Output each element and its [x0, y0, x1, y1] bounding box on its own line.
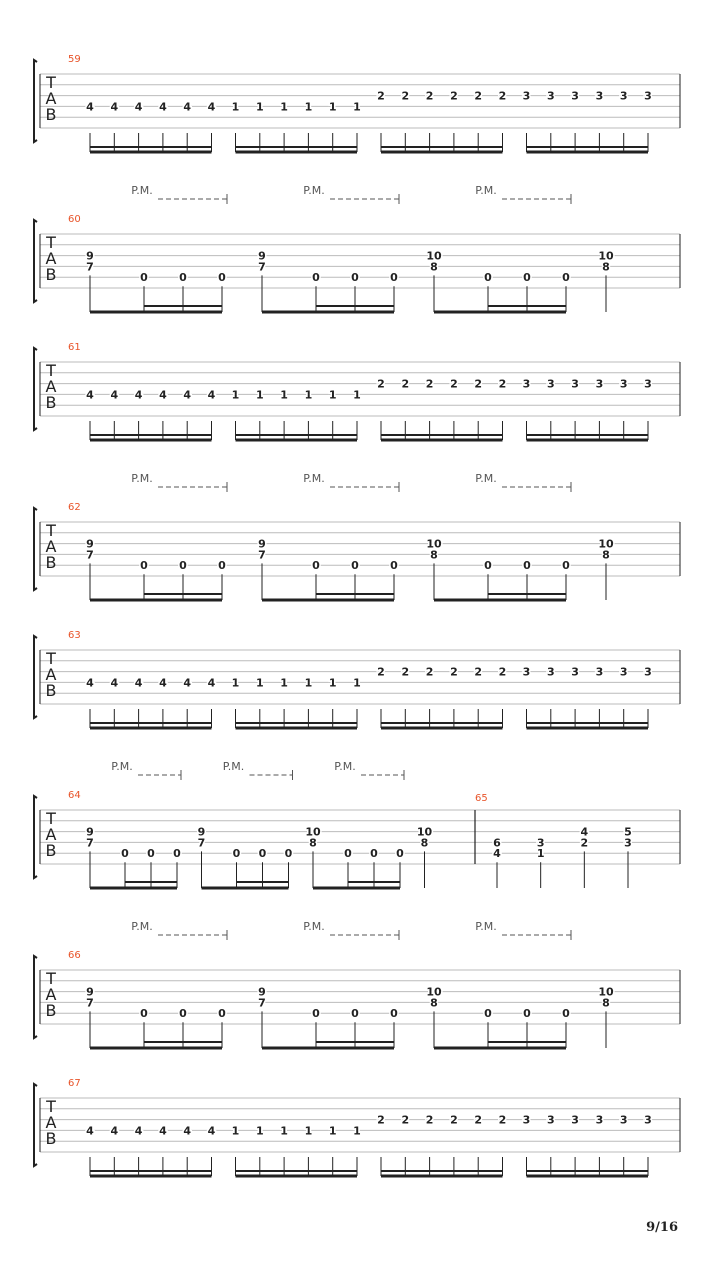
measure-number: 64 — [68, 790, 81, 801]
fret-number: 0 — [218, 1007, 226, 1021]
fret-number: 2 — [498, 377, 507, 391]
fret-number: 0 — [312, 559, 320, 573]
tab-clef-letter: A — [45, 537, 57, 556]
fret-number: 3 — [595, 89, 604, 103]
fret-number: 3 — [619, 377, 628, 391]
fret-number: 9 — [258, 537, 266, 551]
fret-number: 2 — [450, 89, 458, 103]
fret-number: 4 — [110, 1124, 119, 1138]
fret-number: 4 — [159, 100, 167, 114]
fret-number: 8 — [420, 836, 429, 850]
fret-number: 2 — [401, 665, 410, 679]
fret-number: 0 — [121, 847, 129, 861]
fret-number: 8 — [602, 260, 610, 274]
fret-number: 0 — [218, 271, 226, 285]
tab-system — [34, 472, 680, 600]
tab-clef-letter: A — [45, 665, 57, 684]
tab-clef-letter: A — [45, 89, 57, 108]
system-bracket — [34, 60, 37, 142]
fret-number: 1 — [280, 1124, 288, 1138]
fret-number: 0 — [173, 847, 181, 861]
fret-number: 2 — [498, 665, 507, 679]
fret-number: 4 — [134, 676, 143, 690]
tab-clef-letter: A — [45, 377, 57, 396]
tab-system — [34, 342, 680, 440]
fret-number: 4 — [183, 676, 192, 690]
system-bracket — [34, 956, 37, 1038]
system-bracket — [34, 636, 37, 718]
fret-number: 7 — [258, 548, 266, 562]
fret-number: 4 — [183, 388, 192, 402]
fret-number: 1 — [255, 388, 264, 402]
fret-number: 2 — [401, 1113, 410, 1127]
fret-number: 9 — [258, 249, 266, 263]
fret-number: 10 — [426, 249, 442, 263]
fret-number: 10 — [305, 825, 321, 839]
measure-number: 60 — [68, 214, 81, 225]
tab-system — [34, 54, 680, 152]
fret-number: 3 — [522, 1113, 531, 1127]
fret-number: 1 — [280, 388, 288, 402]
fret-number: 0 — [562, 271, 570, 285]
fret-number: 4 — [580, 825, 589, 839]
fret-number: 0 — [523, 271, 531, 285]
fret-number: 3 — [536, 836, 545, 850]
fret-number: 4 — [86, 1124, 94, 1138]
palm-mute-label: P.M. — [475, 920, 497, 933]
measure-number: 63 — [68, 630, 81, 641]
fret-number: 0 — [390, 559, 398, 573]
fret-number: 4 — [183, 1124, 192, 1138]
fret-number: 0 — [562, 1007, 570, 1021]
fret-number: 1 — [353, 1124, 361, 1138]
fret-number: 4 — [207, 388, 216, 402]
fret-number: 1 — [304, 100, 313, 114]
fret-number: 3 — [522, 665, 531, 679]
fret-number: 2 — [425, 377, 434, 391]
fret-number: 4 — [86, 100, 94, 114]
palm-mute-label: P.M. — [303, 920, 325, 933]
palm-mute-label: P.M. — [131, 184, 153, 197]
palm-mute-label: P.M. — [475, 472, 497, 485]
palm-mute-label: P.M. — [222, 760, 245, 773]
fret-number: 0 — [232, 847, 241, 861]
tab-clef-letter: A — [45, 1113, 57, 1132]
fret-number: 1 — [536, 847, 545, 861]
fret-number: 7 — [86, 548, 94, 562]
tab-clef-letter: B — [45, 841, 57, 860]
fret-number: 4 — [159, 676, 167, 690]
fret-number: 9 — [86, 985, 94, 999]
measure-number: 66 — [68, 950, 81, 961]
fret-number: 4 — [110, 100, 119, 114]
system-bracket — [34, 1084, 37, 1166]
fret-number: 9 — [86, 249, 94, 263]
fret-number: 0 — [351, 559, 359, 573]
measure-number: 59 — [68, 54, 81, 65]
fret-number: 0 — [147, 847, 155, 861]
fret-number: 0 — [312, 1007, 320, 1021]
fret-number: 4 — [207, 100, 216, 114]
fret-number: 4 — [110, 676, 119, 690]
system-bracket — [34, 220, 37, 302]
fret-number: 3 — [644, 89, 652, 103]
fret-number: 0 — [179, 1007, 187, 1021]
fret-number: 10 — [426, 985, 442, 999]
fret-number: 0 — [370, 847, 378, 861]
tab-clef-letter: A — [45, 825, 57, 844]
tab-clef-letter: B — [45, 1129, 57, 1148]
fret-number: 0 — [218, 559, 226, 573]
fret-number: 3 — [595, 377, 604, 391]
fret-number: 0 — [140, 271, 148, 285]
fret-number: 9 — [258, 985, 266, 999]
fret-number: 0 — [351, 271, 359, 285]
fret-number: 1 — [280, 676, 288, 690]
fret-number: 4 — [159, 388, 167, 402]
tab-clef-letter: B — [45, 681, 57, 700]
tab-clef-letter: T — [46, 361, 56, 380]
fret-number: 1 — [328, 1124, 337, 1138]
fret-number: 3 — [644, 377, 652, 391]
system-bracket — [34, 508, 37, 590]
fret-number: 7 — [86, 260, 94, 274]
palm-mute-label: P.M. — [131, 920, 153, 933]
fret-number: 4 — [134, 388, 143, 402]
fret-number: 2 — [377, 665, 385, 679]
fret-number: 1 — [304, 1124, 313, 1138]
palm-mute-label: P.M. — [303, 184, 325, 197]
fret-number: 6 — [493, 836, 501, 850]
fret-number: 2 — [474, 377, 483, 391]
fret-number: 2 — [377, 89, 385, 103]
fret-number: 8 — [309, 836, 317, 850]
palm-mute-label: P.M. — [334, 760, 356, 773]
fret-number: 8 — [602, 996, 610, 1010]
fret-number: 4 — [493, 847, 501, 861]
fret-number: 4 — [207, 676, 216, 690]
fret-number: 5 — [624, 825, 632, 839]
fret-number: 3 — [619, 1113, 628, 1127]
fret-number: 2 — [474, 1113, 483, 1127]
fret-number: 0 — [484, 271, 492, 285]
fret-number: 0 — [484, 559, 492, 573]
fret-number: 1 — [353, 388, 361, 402]
fret-number: 0 — [140, 1007, 148, 1021]
fret-number: 3 — [571, 377, 579, 391]
fret-number: 9 — [86, 537, 94, 551]
fret-number: 0 — [179, 271, 187, 285]
tab-clef-letter: B — [45, 1001, 57, 1020]
fret-number: 0 — [140, 559, 148, 573]
palm-mute-label: P.M. — [475, 184, 497, 197]
tab-clef-letter: B — [45, 265, 57, 284]
fret-number: 2 — [425, 665, 434, 679]
fret-number: 0 — [312, 271, 320, 285]
tab-clef-letter: A — [45, 985, 57, 1004]
fret-number: 2 — [377, 377, 385, 391]
fret-number: 0 — [351, 1007, 359, 1021]
fret-number: 3 — [571, 89, 579, 103]
fret-number: 10 — [598, 249, 614, 263]
fret-number: 1 — [255, 1124, 264, 1138]
tab-clef-letter: T — [46, 1097, 56, 1116]
fret-number: 3 — [595, 665, 604, 679]
fret-number: 2 — [401, 377, 410, 391]
fret-number: 2 — [401, 89, 410, 103]
fret-number: 7 — [258, 996, 266, 1010]
fret-number: 2 — [377, 1113, 385, 1127]
fret-number: 3 — [571, 665, 579, 679]
fret-number: 3 — [546, 1113, 555, 1127]
fret-number: 0 — [523, 1007, 531, 1021]
measure-number: 67 — [68, 1078, 81, 1089]
fret-number: 4 — [159, 1124, 167, 1138]
fret-number: 1 — [231, 100, 240, 114]
fret-number: 0 — [390, 271, 398, 285]
fret-number: 3 — [595, 1113, 604, 1127]
fret-number: 3 — [546, 377, 555, 391]
fret-number: 4 — [110, 388, 119, 402]
tab-clef-letter: B — [45, 105, 57, 124]
fret-number: 10 — [598, 985, 614, 999]
fret-number: 10 — [416, 825, 433, 839]
fret-number: 4 — [134, 100, 143, 114]
fret-number: 1 — [280, 100, 288, 114]
fret-number: 3 — [546, 89, 555, 103]
fret-number: 7 — [86, 996, 94, 1010]
fret-number: 1 — [328, 676, 337, 690]
fret-number: 3 — [619, 89, 628, 103]
fret-number: 1 — [353, 676, 361, 690]
fret-number: 2 — [425, 89, 434, 103]
fret-number: 4 — [86, 388, 94, 402]
fret-number: 1 — [231, 676, 240, 690]
measure-number: 61 — [68, 342, 81, 353]
fret-number: 8 — [430, 996, 438, 1010]
fret-number: 1 — [328, 100, 337, 114]
measure-number: 62 — [68, 502, 81, 513]
fret-number: 0 — [390, 1007, 398, 1021]
palm-mute-label: P.M. — [303, 472, 325, 485]
tab-system — [34, 184, 680, 312]
fret-number: 2 — [498, 89, 507, 103]
fret-number: 4 — [86, 676, 94, 690]
fret-number: 0 — [523, 559, 531, 573]
tab-clef-letter: T — [46, 969, 56, 988]
fret-number: 3 — [546, 665, 555, 679]
tab-clef-letter: B — [45, 393, 57, 412]
tab-system — [34, 630, 680, 728]
fret-number: 0 — [484, 1007, 492, 1021]
tab-system — [34, 1078, 680, 1176]
fret-number: 8 — [430, 548, 438, 562]
tab-clef-letter: T — [46, 521, 56, 540]
measure-number: 65 — [475, 793, 488, 804]
fret-number: 3 — [619, 665, 628, 679]
fret-number: 4 — [207, 1124, 216, 1138]
fret-number: 3 — [644, 1113, 652, 1127]
fret-number: 10 — [426, 537, 442, 551]
fret-number: 1 — [231, 388, 240, 402]
fret-number: 9 — [86, 825, 94, 839]
fret-number: 1 — [328, 388, 337, 402]
fret-number: 3 — [522, 377, 531, 391]
fret-number: 2 — [498, 1113, 507, 1127]
fret-number: 8 — [430, 260, 438, 274]
fret-number: 1 — [304, 388, 313, 402]
palm-mute-label: P.M. — [131, 472, 153, 485]
system-bracket — [34, 796, 37, 878]
fret-number: 2 — [450, 377, 458, 391]
tab-system — [34, 760, 680, 888]
palm-mute-label: P.M. — [111, 760, 133, 773]
fret-number: 1 — [255, 676, 264, 690]
fret-number: 7 — [197, 836, 206, 850]
fret-number: 3 — [624, 836, 632, 850]
system-bracket — [34, 348, 37, 430]
fret-number: 9 — [197, 825, 206, 839]
tab-clef-letter: B — [45, 553, 57, 572]
fret-number: 0 — [562, 559, 570, 573]
fret-number: 8 — [602, 548, 610, 562]
fret-number: 0 — [344, 847, 352, 861]
fret-number: 2 — [425, 1113, 434, 1127]
fret-number: 3 — [571, 1113, 579, 1127]
page-number: 9/16 — [646, 1220, 678, 1235]
fret-number: 0 — [396, 847, 404, 861]
fret-number: 1 — [255, 100, 264, 114]
fret-number: 3 — [644, 665, 652, 679]
fret-number: 1 — [304, 676, 313, 690]
fret-number: 3 — [522, 89, 531, 103]
fret-number: 0 — [284, 847, 293, 861]
fret-number: 7 — [86, 836, 94, 850]
fret-number: 4 — [134, 1124, 143, 1138]
fret-number: 7 — [258, 260, 266, 274]
fret-number: 10 — [598, 537, 614, 551]
tab-system — [34, 920, 680, 1048]
fret-number: 1 — [353, 100, 361, 114]
fret-number: 4 — [183, 100, 192, 114]
fret-number: 2 — [450, 665, 458, 679]
fret-number: 1 — [231, 1124, 240, 1138]
tab-clef-letter: T — [46, 73, 56, 92]
fret-number: 0 — [258, 847, 267, 861]
fret-number: 0 — [179, 559, 187, 573]
fret-number: 2 — [474, 665, 483, 679]
fret-number: 2 — [450, 1113, 458, 1127]
tab-clef-letter: T — [46, 233, 56, 252]
fret-number: 2 — [474, 89, 483, 103]
fret-number: 2 — [580, 836, 589, 850]
tab-clef-letter: A — [45, 249, 57, 268]
tab-clef-letter: T — [46, 809, 56, 828]
tab-clef-letter: T — [46, 649, 56, 668]
